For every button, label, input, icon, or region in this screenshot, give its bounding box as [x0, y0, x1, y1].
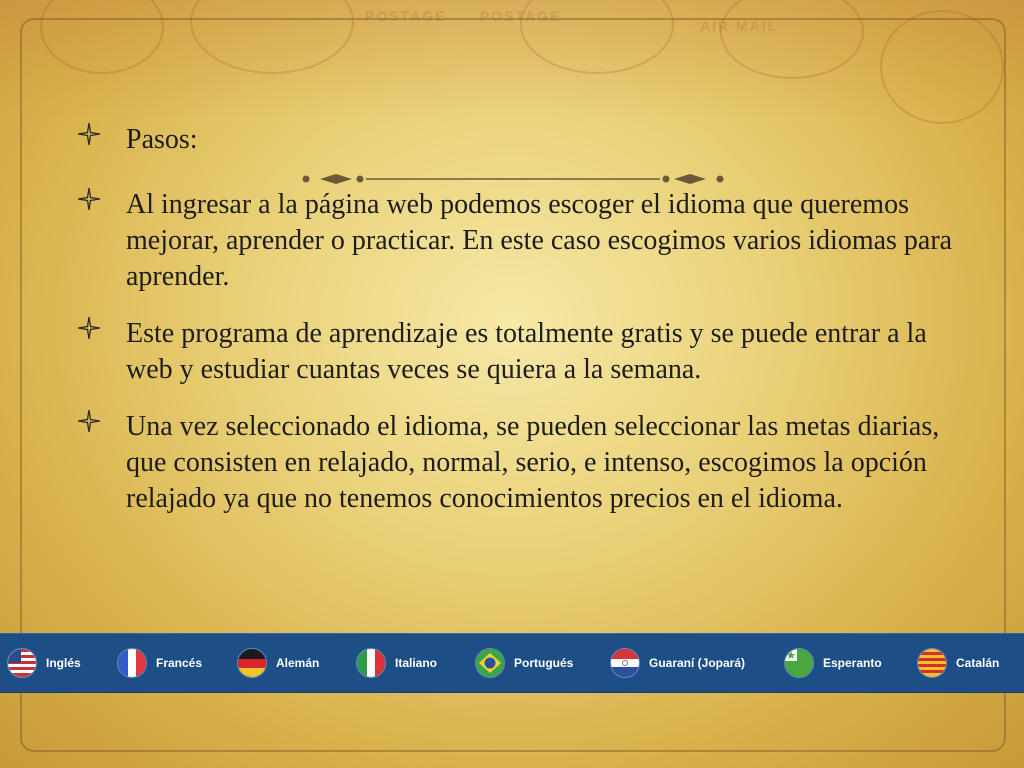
language-option-guarani[interactable]	[611, 634, 745, 692]
bullet-list	[78, 122, 958, 538]
paraguay-flag-icon	[611, 649, 639, 677]
four-point-star-icon	[78, 123, 100, 145]
language-option-aleman[interactable]	[238, 634, 319, 692]
language-label: Portugués	[514, 656, 574, 670]
language-label: Guaraní (Jopará)	[649, 656, 746, 670]
germany-flag-icon	[238, 649, 266, 677]
language-label: Catalán	[956, 656, 1000, 670]
four-point-star-icon	[78, 317, 100, 339]
language-option-catalan[interactable]	[918, 634, 999, 692]
catalonia-flag-icon	[918, 649, 946, 677]
language-option-esperanto[interactable]	[785, 634, 882, 692]
stamp-text: AIR MAIL	[700, 18, 779, 34]
france-flag-icon	[118, 649, 146, 677]
list-item	[78, 187, 958, 295]
esperanto-flag-icon	[785, 649, 813, 677]
bullet-text: Una vez seleccionado el idioma, se pueden seleccionar las metas diarias, que consisten en relajado, normal, serio, e intenso, escogimos la opción relajado ya que no tenemos conocimientos precios en el idioma.	[126, 411, 940, 514]
bullet-text: Al ingresar a la página web podemos escoger el idioma que queremos mejorar, aprender o practicar. En este caso escogimos varios idiomas para aprender.	[126, 189, 953, 292]
list-item	[78, 122, 958, 158]
language-label: Esperanto	[823, 656, 882, 670]
stamp-text: POSTAGE	[365, 8, 447, 24]
us-flag-icon	[8, 649, 36, 677]
stamp-text: POSTAGE	[480, 8, 562, 24]
language-option-ingles[interactable]	[8, 634, 81, 692]
language-option-portugues[interactable]	[476, 634, 573, 692]
brazil-flag-icon	[476, 649, 504, 677]
language-label: Italiano	[395, 656, 438, 670]
language-option-frances[interactable]	[118, 634, 202, 692]
four-point-star-icon	[78, 188, 100, 210]
language-label: Inglés	[46, 656, 81, 670]
language-label: Alemán	[276, 656, 320, 670]
language-label: Francés	[156, 656, 203, 670]
list-item	[78, 316, 958, 388]
italy-flag-icon	[357, 649, 385, 677]
bullet-text: Pasos:	[126, 124, 198, 155]
list-item	[78, 409, 958, 517]
language-option-italiano[interactable]	[357, 634, 437, 692]
four-point-star-icon	[78, 410, 100, 432]
language-selector-bar	[0, 633, 1024, 693]
bullet-text: Este programa de aprendizaje es totalmente gratis y se puede entrar a la web y estudiar cuantas veces se quiera a la semana.	[126, 318, 927, 385]
